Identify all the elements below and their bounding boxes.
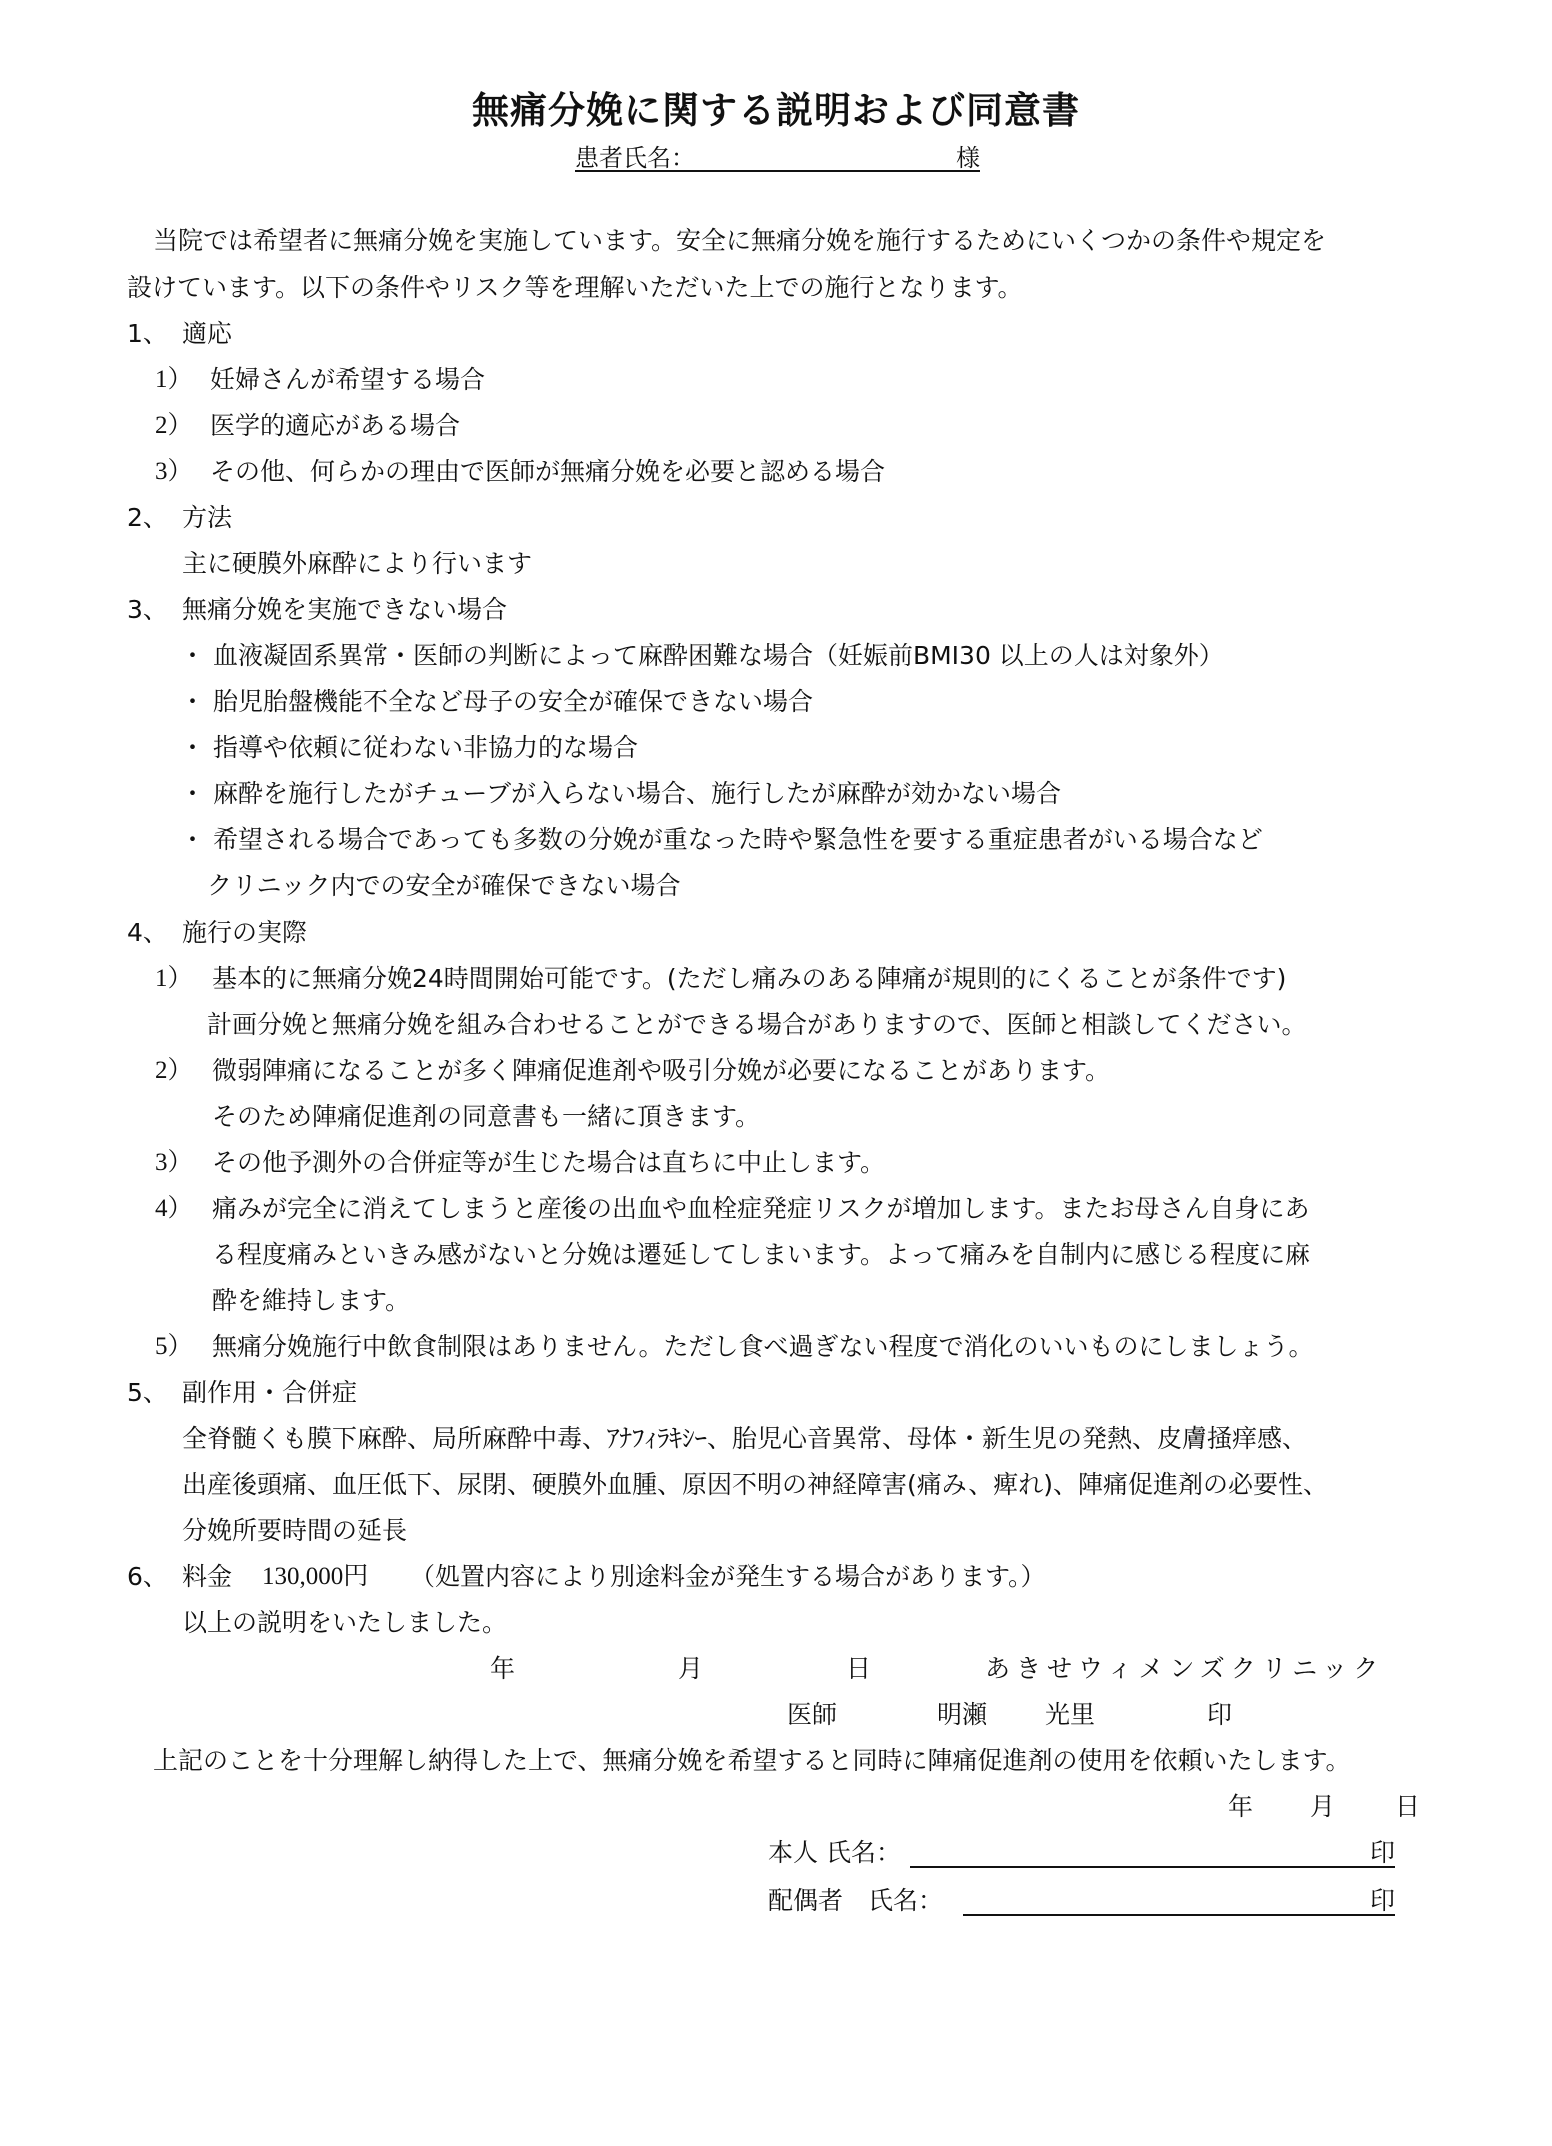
clinic-name: あきせウィメンズクリニック	[985, 1654, 1385, 1683]
section-2-title: 方法	[182, 503, 233, 532]
patient-name-field[interactable]	[575, 138, 980, 172]
spouse-name-label: 配偶者 氏名：	[768, 1886, 944, 1915]
self-seal: 印	[1370, 1838, 1396, 1867]
section-3-title: 無痛分娩を実施できない場合	[182, 595, 508, 624]
section-2-text: 主に硬膜外麻酔により行います	[182, 549, 533, 578]
s4-item-3-line-1: その他予測外の合併症等が生じた場合は直ちに中止します。	[212, 1148, 886, 1177]
section-5-title: 副作用・合併症	[182, 1378, 358, 1407]
s4-item-4-line-1: 痛みが完全に消えてしまうと産後の出血や血栓症発症リスクが増加します。またお母さん自身にあ	[212, 1194, 1310, 1223]
section-5-number: 5、	[127, 1378, 168, 1407]
s4-item-1-line-1: 基本的に無痛分娩24時間開始可能です。(ただし痛みのある陣痛が規則的にくることが条件です)	[212, 964, 1287, 993]
s4-item-4-line-3: 酔を維持します。	[212, 1286, 411, 1315]
section-4-number: 4、	[127, 918, 168, 947]
fee-label: 料金	[182, 1562, 233, 1591]
s4-item-4-number: 4）	[155, 1195, 193, 1222]
spouse-name-field[interactable]	[963, 1914, 1395, 1916]
spouse-seal: 印	[1370, 1886, 1396, 1915]
patient-name-label: 患者氏名：	[575, 144, 695, 172]
s4-item-5-number: 5）	[155, 1333, 193, 1360]
explain-date-month: 月	[678, 1654, 704, 1683]
self-name-field[interactable]	[910, 1866, 1395, 1868]
section-1-number: 1、	[127, 319, 168, 348]
s1-item-1-number: 1）	[155, 366, 193, 393]
patient-honorific: 様	[956, 144, 980, 172]
s3-bullet-4: ・ 麻酔を施行したがチューブが入らない場合、施行したが麻酔が効かない場合	[180, 779, 1061, 808]
section-2-number: 2、	[127, 503, 168, 532]
self-name-label: 本人 氏名：	[768, 1838, 901, 1867]
explain-date-year: 年	[490, 1654, 516, 1683]
fee-price: 130,000円	[262, 1563, 369, 1590]
s3-bullet-3: ・ 指導や依頼に従わない非協力的な場合	[180, 733, 638, 762]
section-6-number: 6、	[127, 1562, 168, 1591]
fee-note: （処置内容により別途料金が発生する場合があります。）	[410, 1562, 1046, 1591]
s4-item-5-line-1: 無痛分娩施行中飲食制限はありません。ただし食べ過ぎない程度で消化のいいものにしましょう。	[212, 1332, 1314, 1361]
s1-item-1-text: 妊婦さんが希望する場合	[210, 365, 486, 394]
consent-date-day: 日	[1395, 1792, 1421, 1821]
doctor-given-name: 光里	[1045, 1700, 1096, 1729]
s4-item-2-line-1: 微弱陣痛になることが多く陣痛促進剤や吸引分娩が必要になることがあります。	[212, 1056, 1111, 1085]
s4-item-1-number: 1）	[155, 965, 193, 992]
page-title: 無痛分娩に関する説明および同意書	[472, 89, 1080, 132]
section-4-title: 施行の実際	[182, 918, 308, 947]
s4-item-4-line-2: る程度痛みといきみ感がないと分娩は遷延してしまいます。よって痛みを自制内に感じる程度に麻	[212, 1240, 1311, 1269]
s4-item-2-number: 2）	[155, 1057, 193, 1084]
s4-item-3-number: 3）	[155, 1149, 193, 1176]
s4-item-1-line-2: 計画分娩と無痛分娩を組み合わせることができる場合がありますので、医師と相談してください。	[207, 1010, 1307, 1039]
consent-date-year: 年	[1228, 1792, 1254, 1821]
explained-statement: 以上の説明をいたしました。	[182, 1608, 508, 1637]
s1-item-2-number: 2）	[155, 412, 193, 439]
s3-bullet-5-cont: クリニック内での安全が確保できない場合	[207, 871, 681, 900]
s1-item-2-text: 医学的適応がある場合	[210, 411, 461, 440]
doctor-label: 医師	[787, 1700, 838, 1729]
s1-item-3-number: 3）	[155, 458, 193, 485]
explain-date-day: 日	[846, 1654, 872, 1683]
doctor-family-name: 明瀬	[937, 1700, 988, 1729]
s3-bullet-2: ・ 胎児胎盤機能不全など母子の安全が確保できない場合	[180, 687, 813, 716]
s4-item-2-line-2: そのため陣痛促進剤の同意書も一緒に頂きます。	[212, 1102, 761, 1131]
doctor-seal: 印	[1207, 1700, 1233, 1729]
s3-bullet-1: ・ 血液凝固系異常・医師の判断によって麻酔困難な場合（妊娠前BMI30 以上の人は対象外）	[180, 641, 1224, 670]
section-3-number: 3、	[127, 595, 168, 624]
section-1-title: 適応	[182, 319, 233, 348]
s5-line-3: 分娩所要時間の延長	[182, 1516, 408, 1545]
s1-item-3-text: その他、何らかの理由で医師が無痛分娩を必要と認める場合	[210, 457, 886, 486]
consent-statement: 上記のことを十分理解し納得した上で、無痛分娩を希望すると同時に陣痛促進剤の使用を依頼いたします。	[153, 1746, 1351, 1775]
s5-line-2: 出産後頭痛、血圧低下、尿閉、硬膜外血腫、原因不明の神経障害(痛み、痺れ)、陣痛促進剤の必要性、	[182, 1470, 1329, 1499]
s5-line-1: 全脊髄くも膜下麻酔、局所麻酔中毒、ｱﾅﾌｨﾗｷｼｰ、胎児心音異常、母体・新生児の発熱、皮膚掻痒感、	[182, 1424, 1308, 1453]
consent-date-month: 月	[1310, 1792, 1336, 1821]
intro-line-2: 設けています。以下の条件やリスク等を理解いただいた上での施行となります。	[127, 273, 1023, 302]
intro-line-1: 当院では希望者に無痛分娩を実施しています。安全に無痛分娩を施行するためにいくつかの条件や規定を	[153, 226, 1327, 255]
s3-bullet-5: ・ 希望される場合であっても多数の分娩が重なった時や緊急性を要する重症患者がいる場合など	[180, 825, 1263, 854]
